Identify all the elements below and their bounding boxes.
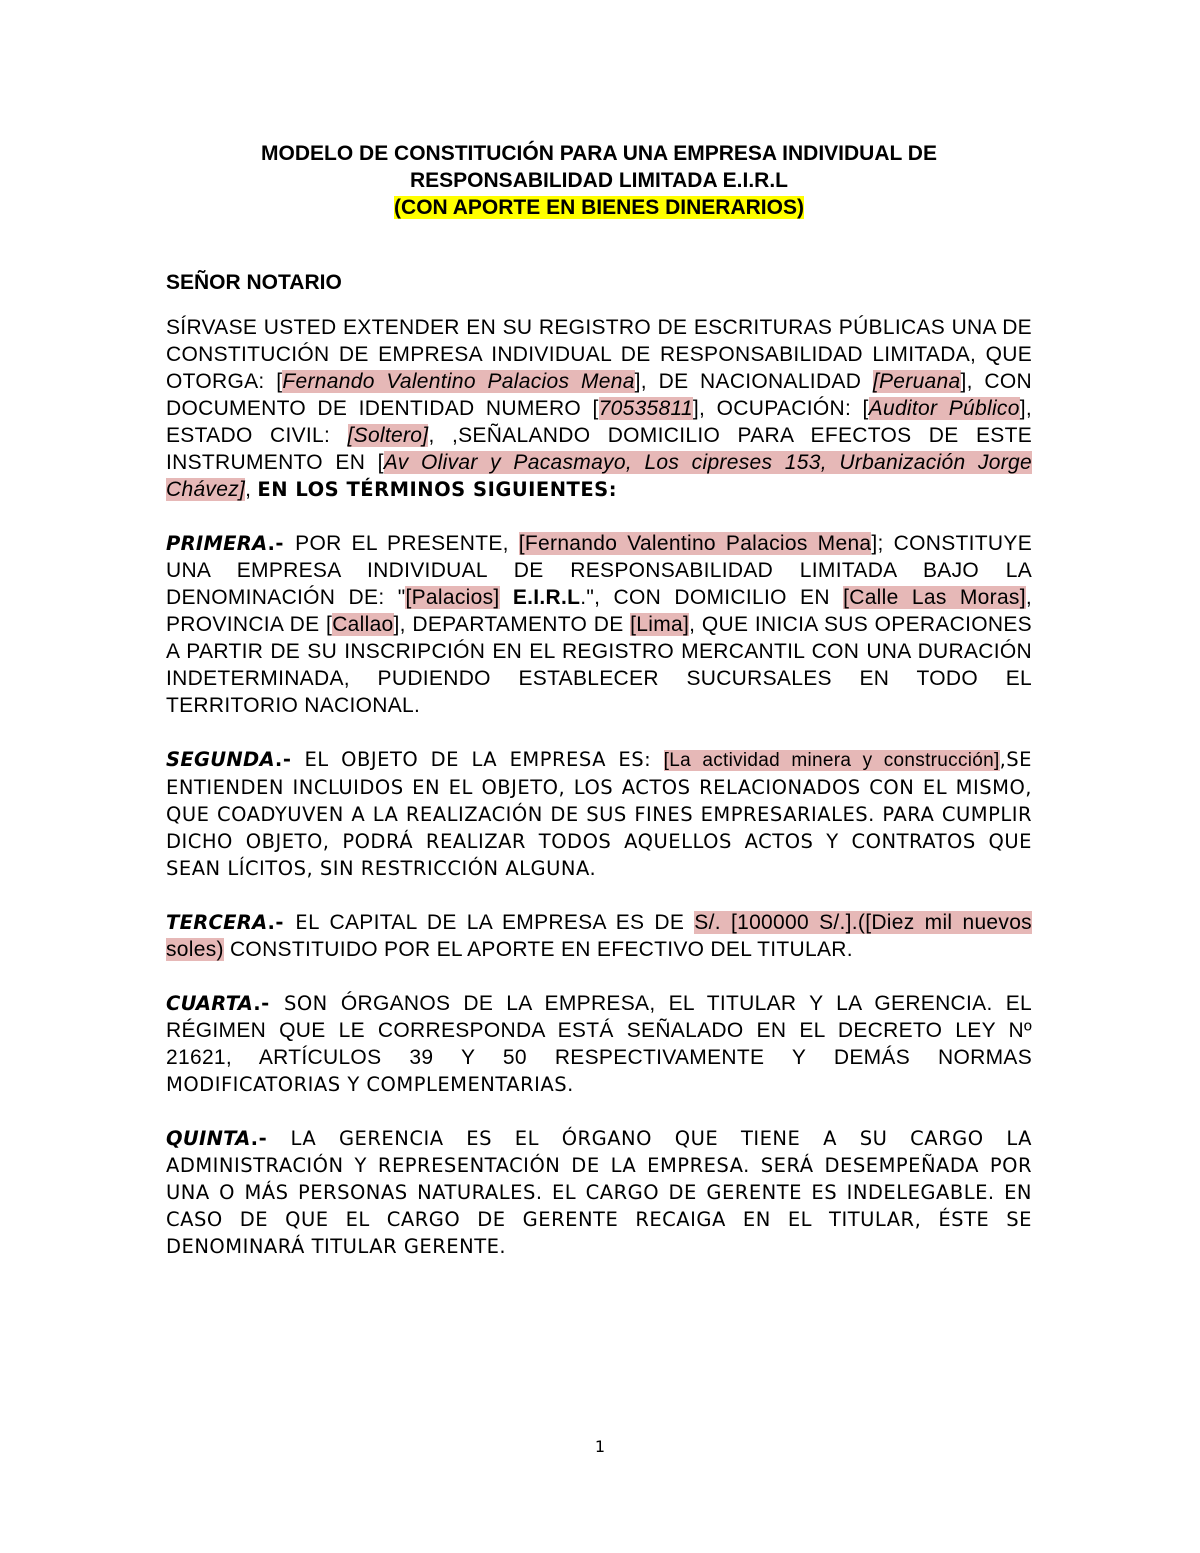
tercera-text-1: CAPITAL DE LA EMPRESA ES DE — [319, 911, 695, 934]
quinta-text-1: LA GERENCIA ES EL ÓRGANO QUE TIENE A SU CARGO LA ADMINISTRACIÓN Y REPRESENTACIÓN DE LA EMPRESA. SERÁ DESEMPEÑADA POR UNA O MÁS PERSONAS NATURALES. EL CARGO DE GERENTE ES INDELEGABLE. EN CASO DE QUE EL CARGO DE GERENTE RECAIGA EN EL TITULAR, ÉSTE SE DENOMINARÁ TITULAR GERENTE. — [166, 1127, 1032, 1258]
cuarta-text-0: SON — [283, 992, 328, 1015]
primera-text-7: , QUE INICIA SUS OPERACIONES A PARTIR DE SU INSCRIPCIÓN EN EL REGISTRO MERCANTIL CON UNA DURACIÓN INDETERMINADA, PUDIENDO ESTABLECER SUCURSALES EN TODO EL TERRITORIO NACIONAL. — [166, 613, 1032, 717]
civil-status-field: [Soltero] — [347, 424, 429, 447]
clause-tercera-label: TERCERA — [166, 911, 268, 934]
primera-text-4: .", CON DOMICILIO EN — [580, 586, 844, 609]
primera-text-2: ]; CONSTITUYE UNA EMPRESA INDIVIDUAL DE RESPONSABILIDAD LIMITADA BAJO LA DENOMINACIÓN DE: " — [166, 532, 1033, 609]
owner-name-field: [Fernando Valentino Palacios Mena — [518, 532, 872, 555]
intro-text-5: ], ESTADO CIVIL: — [166, 397, 1032, 447]
document-title — [166, 140, 1032, 221]
capital-field: S/. [100000 S/.].([Diez mil nuevos soles) — [166, 911, 1032, 961]
tercera-text-0: EL — [295, 911, 320, 934]
department-field: [Lima] — [630, 613, 690, 636]
intro-text-3: ], CON DOCUMENTO DE IDENTIDAD NUMERO [ — [166, 370, 1033, 420]
clause-tercera-sep: .- — [267, 911, 296, 934]
clause-tercera — [166, 909, 1032, 963]
clause-quinta-sep: .- — [250, 1127, 291, 1150]
segunda-text-2: ,SE ENTIENDEN INCLUIDOS EN EL OBJETO, LOS ACTOS RELACIONADOS CON EL MISMO, QUE COADYUVEN A LA REALIZACIÓN DE SUS FINES EMPRESARIALES. PARA CUMPLIR DICHO OBJETO, PODRÁ REALIZAR TODOS AQUELLOS ACTOS Y CONTRATOS QUE SEAN LÍCITOS, SIN RESTRICCIÓN ALGUNA. — [166, 748, 1033, 880]
nationality-field: [Peruana — [872, 370, 961, 393]
clause-cuarta-sep: .- — [253, 992, 284, 1015]
title-line-1: MODELO DE CONSTITUCIÓN PARA UNA EMPRESA INDIVIDUAL DE — [261, 142, 937, 165]
clause-primera — [166, 530, 1032, 719]
province-field: Callao — [332, 613, 394, 636]
clause-primera-sep: .- — [267, 532, 296, 555]
id-number-field: 70535811 — [598, 397, 693, 420]
intro-paragraph — [166, 314, 1032, 503]
title-line-2: RESPONSABILIDAD LIMITADA E.I.R.L — [410, 169, 788, 192]
intro-text-7: , — [245, 478, 258, 501]
primera-text-5: , PROVINCIA DE [ — [166, 586, 1033, 636]
page-number: 1 — [594, 1437, 606, 1456]
title-line-3-highlighted: (CON APORTE EN BIENES DINERARIOS) — [394, 196, 804, 219]
intro-text-2: ], DE NACIONALIDAD — [634, 370, 873, 393]
domicile-field: [Calle Las Moras] — [843, 586, 1026, 609]
business-object-field: [La actividad minera y construcción] — [663, 750, 1000, 771]
primera-text-3 — [500, 586, 513, 609]
intro-closing: EN LOS TÉRMINOS SIGUIENTES: — [257, 478, 618, 501]
clause-cuarta — [166, 990, 1032, 1098]
document-body — [166, 140, 1032, 1260]
clause-quinta — [166, 1125, 1032, 1260]
clause-primera-label: PRIMERA — [166, 532, 268, 555]
intro-text-1: SÍRVASE USTED EXTENDER EN SU REGISTRO DE ESCRITURAS PÚBLICAS UNA DE CONSTITUCIÓN DE EMPRESA INDIVIDUAL DE RESPONSABILIDAD LIMITADA, QUE OTORGA: [ — [166, 316, 1032, 393]
denomination-field: [Palacios] — [405, 586, 500, 609]
primera-text-6: ], DEPARTAMENTO DE — [393, 613, 631, 636]
clause-segunda-label: SEGUNDA — [166, 748, 275, 771]
grantor-name-field: Fernando Valentino Palacios Mena — [282, 370, 635, 393]
addressee: SEÑOR NOTARIO — [166, 271, 342, 294]
intro-text-6: , ,SEÑALANDO DOMICILIO PARA EFECTOS DE ESTE INSTRUMENTO EN [ — [166, 424, 1033, 474]
occupation-field: Auditor Público — [868, 397, 1020, 420]
cuarta-text-2: MODIFICATORIAS Y COMPLEMENTARIAS. — [166, 1073, 574, 1096]
clause-cuarta-label: CUARTA — [166, 992, 254, 1015]
clause-quinta-label: QUINTA — [166, 1127, 251, 1150]
eirl-label: E.I.R.L — [512, 586, 581, 609]
address-field: Av Olivar y Pacasmayo, Los cipreses 153, Urbanización Jorge Chávez] — [166, 451, 1032, 501]
cuarta-text-1: ÓRGANOS DE LA EMPRESA, EL TITULAR Y LA GERENCIA. EL RÉGIMEN QUE LE CORRESPONDA ESTÁ SEÑALADO EN EL DECRETO LEY Nº 21621, ARTÍCULOS 39 Y 50 RESPECTIVAMENTE Y DEMÁS NORMAS — [166, 992, 1032, 1069]
intro-text-4: ], OCUPACIÓN: [ — [692, 397, 869, 420]
clause-segunda-sep: .- — [274, 748, 305, 771]
primera-text-1: POR EL PRESENTE, — [295, 532, 519, 555]
tercera-text-2: CONSTITUIDO POR EL APORTE EN EFECTIVO DEL TITULAR. — [223, 938, 853, 961]
clause-segunda — [166, 746, 1032, 882]
segunda-text-1: EL OBJETO DE LA EMPRESA ES: — [304, 748, 664, 771]
